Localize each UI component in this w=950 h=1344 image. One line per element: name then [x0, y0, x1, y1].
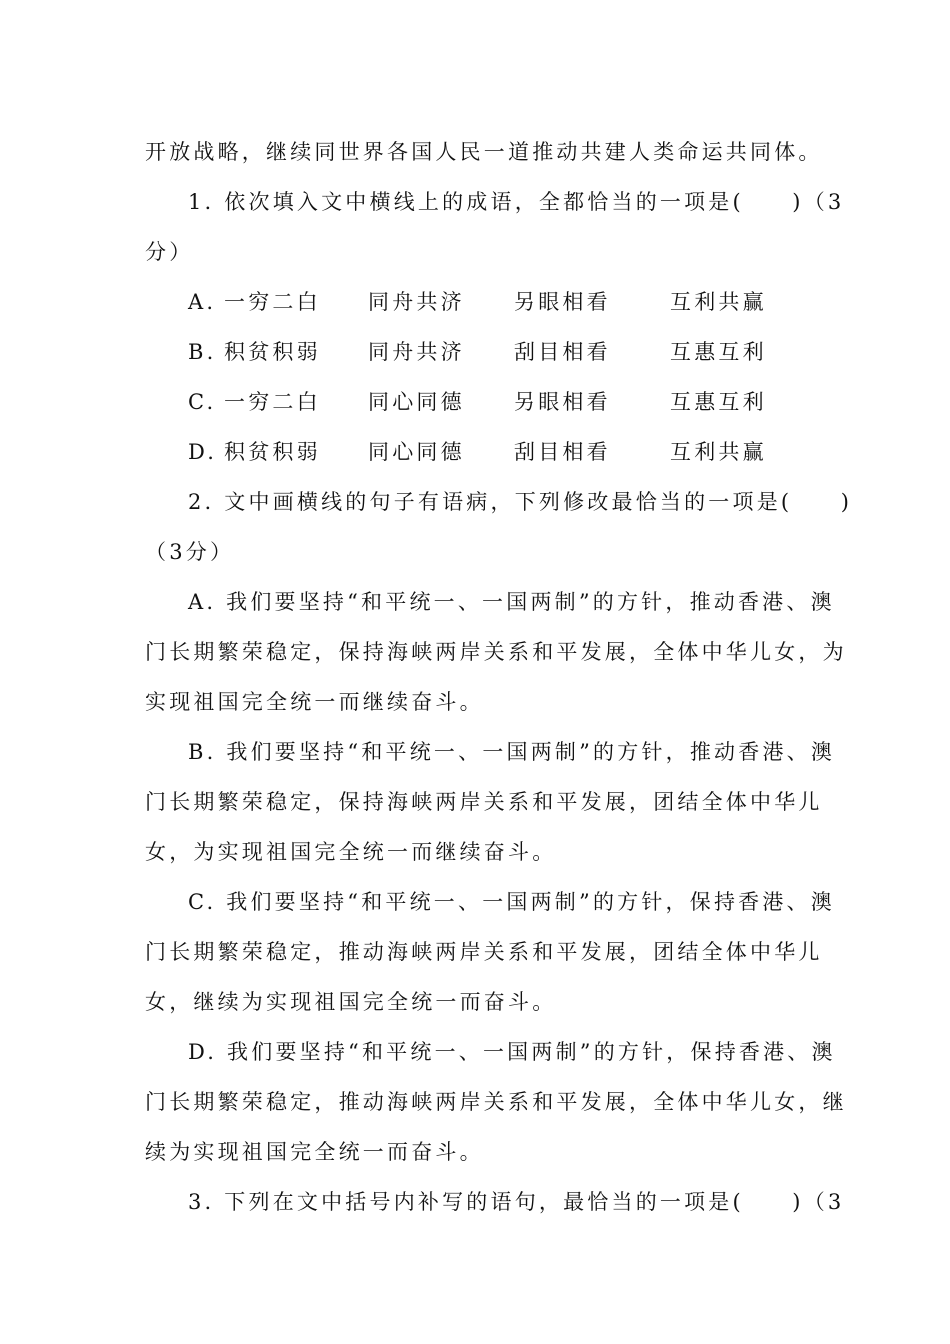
option-idiom: 互利共赢	[670, 440, 767, 464]
option-idiom: 另眼相看	[514, 290, 611, 314]
option-text-line: 女，为实现祖国完全统一而继续奋斗。	[145, 840, 557, 864]
option-text-line: 门长期繁荣稳定，推动海峡两岸关系和平发展，全体中华儿女，继	[145, 1090, 847, 1114]
option-idiom: 积贫积弱	[224, 340, 321, 364]
option-text-line: 女，继续为实现祖国完全统一而奋斗。	[145, 990, 557, 1014]
q2-stem-line1: 2. 文中画横线的句子有语病，下列修改最恰当的一项是( )	[188, 490, 853, 514]
q1-stem-line2: 分）	[145, 240, 194, 264]
option-letter: C.	[188, 390, 217, 414]
q2-stem-line2: （3分）	[145, 540, 235, 564]
option-idiom: 一穷二白	[224, 390, 321, 414]
option-idiom: 另眼相看	[514, 390, 611, 414]
option-idiom: 同心同德	[368, 440, 465, 464]
option-letter: D.	[188, 440, 218, 464]
option-text-line: 实现祖国完全统一而继续奋斗。	[145, 690, 484, 714]
option-idiom: 同舟共济	[368, 290, 465, 314]
option-text-line: 门长期繁荣稳定，保持海峡两岸关系和平发展，团结全体中华儿	[145, 790, 823, 814]
option-idiom: 互惠互利	[670, 340, 767, 364]
q3-stem-line1: 3. 下列在文中括号内补写的语句，最恰当的一项是( )（3	[188, 1190, 845, 1214]
option-text-line: 门长期繁荣稳定，保持海峡两岸关系和平发展，全体中华儿女，为	[145, 640, 847, 664]
option-text-line: A. 我们要坚持“和平统一、一国两制”的方针，推动香港、澳	[188, 590, 835, 614]
option-idiom: 刮目相看	[514, 340, 611, 364]
q1-stem-line1: 1. 依次填入文中横线上的成语，全都恰当的一项是( )（3	[188, 190, 845, 214]
option-idiom: 互利共赢	[670, 290, 767, 314]
intro-tail-text: 开放战略，继续同世界各国人民一道推动共建人类命运共同体。	[145, 140, 823, 164]
option-letter: B.	[188, 340, 217, 364]
option-idiom: 刮目相看	[514, 440, 611, 464]
option-idiom: 互惠互利	[670, 390, 767, 414]
option-text-line: 门长期繁荣稳定，推动海峡两岸关系和平发展，团结全体中华儿	[145, 940, 823, 964]
option-text-line: B. 我们要坚持“和平统一、一国两制”的方针，推动香港、澳	[188, 740, 836, 764]
option-text-line: D. 我们要坚持“和平统一、一国两制”的方针，保持香港、澳	[188, 1040, 836, 1064]
option-idiom: 同舟共济	[368, 340, 465, 364]
option-text-line: C. 我们要坚持“和平统一、一国两制”的方针，保持香港、澳	[188, 890, 835, 914]
option-idiom: 同心同德	[368, 390, 465, 414]
option-idiom: 积贫积弱	[224, 440, 321, 464]
option-text-line: 续为实现祖国完全统一而奋斗。	[145, 1140, 484, 1164]
option-letter: A.	[188, 290, 217, 314]
option-idiom: 一穷二白	[224, 290, 321, 314]
